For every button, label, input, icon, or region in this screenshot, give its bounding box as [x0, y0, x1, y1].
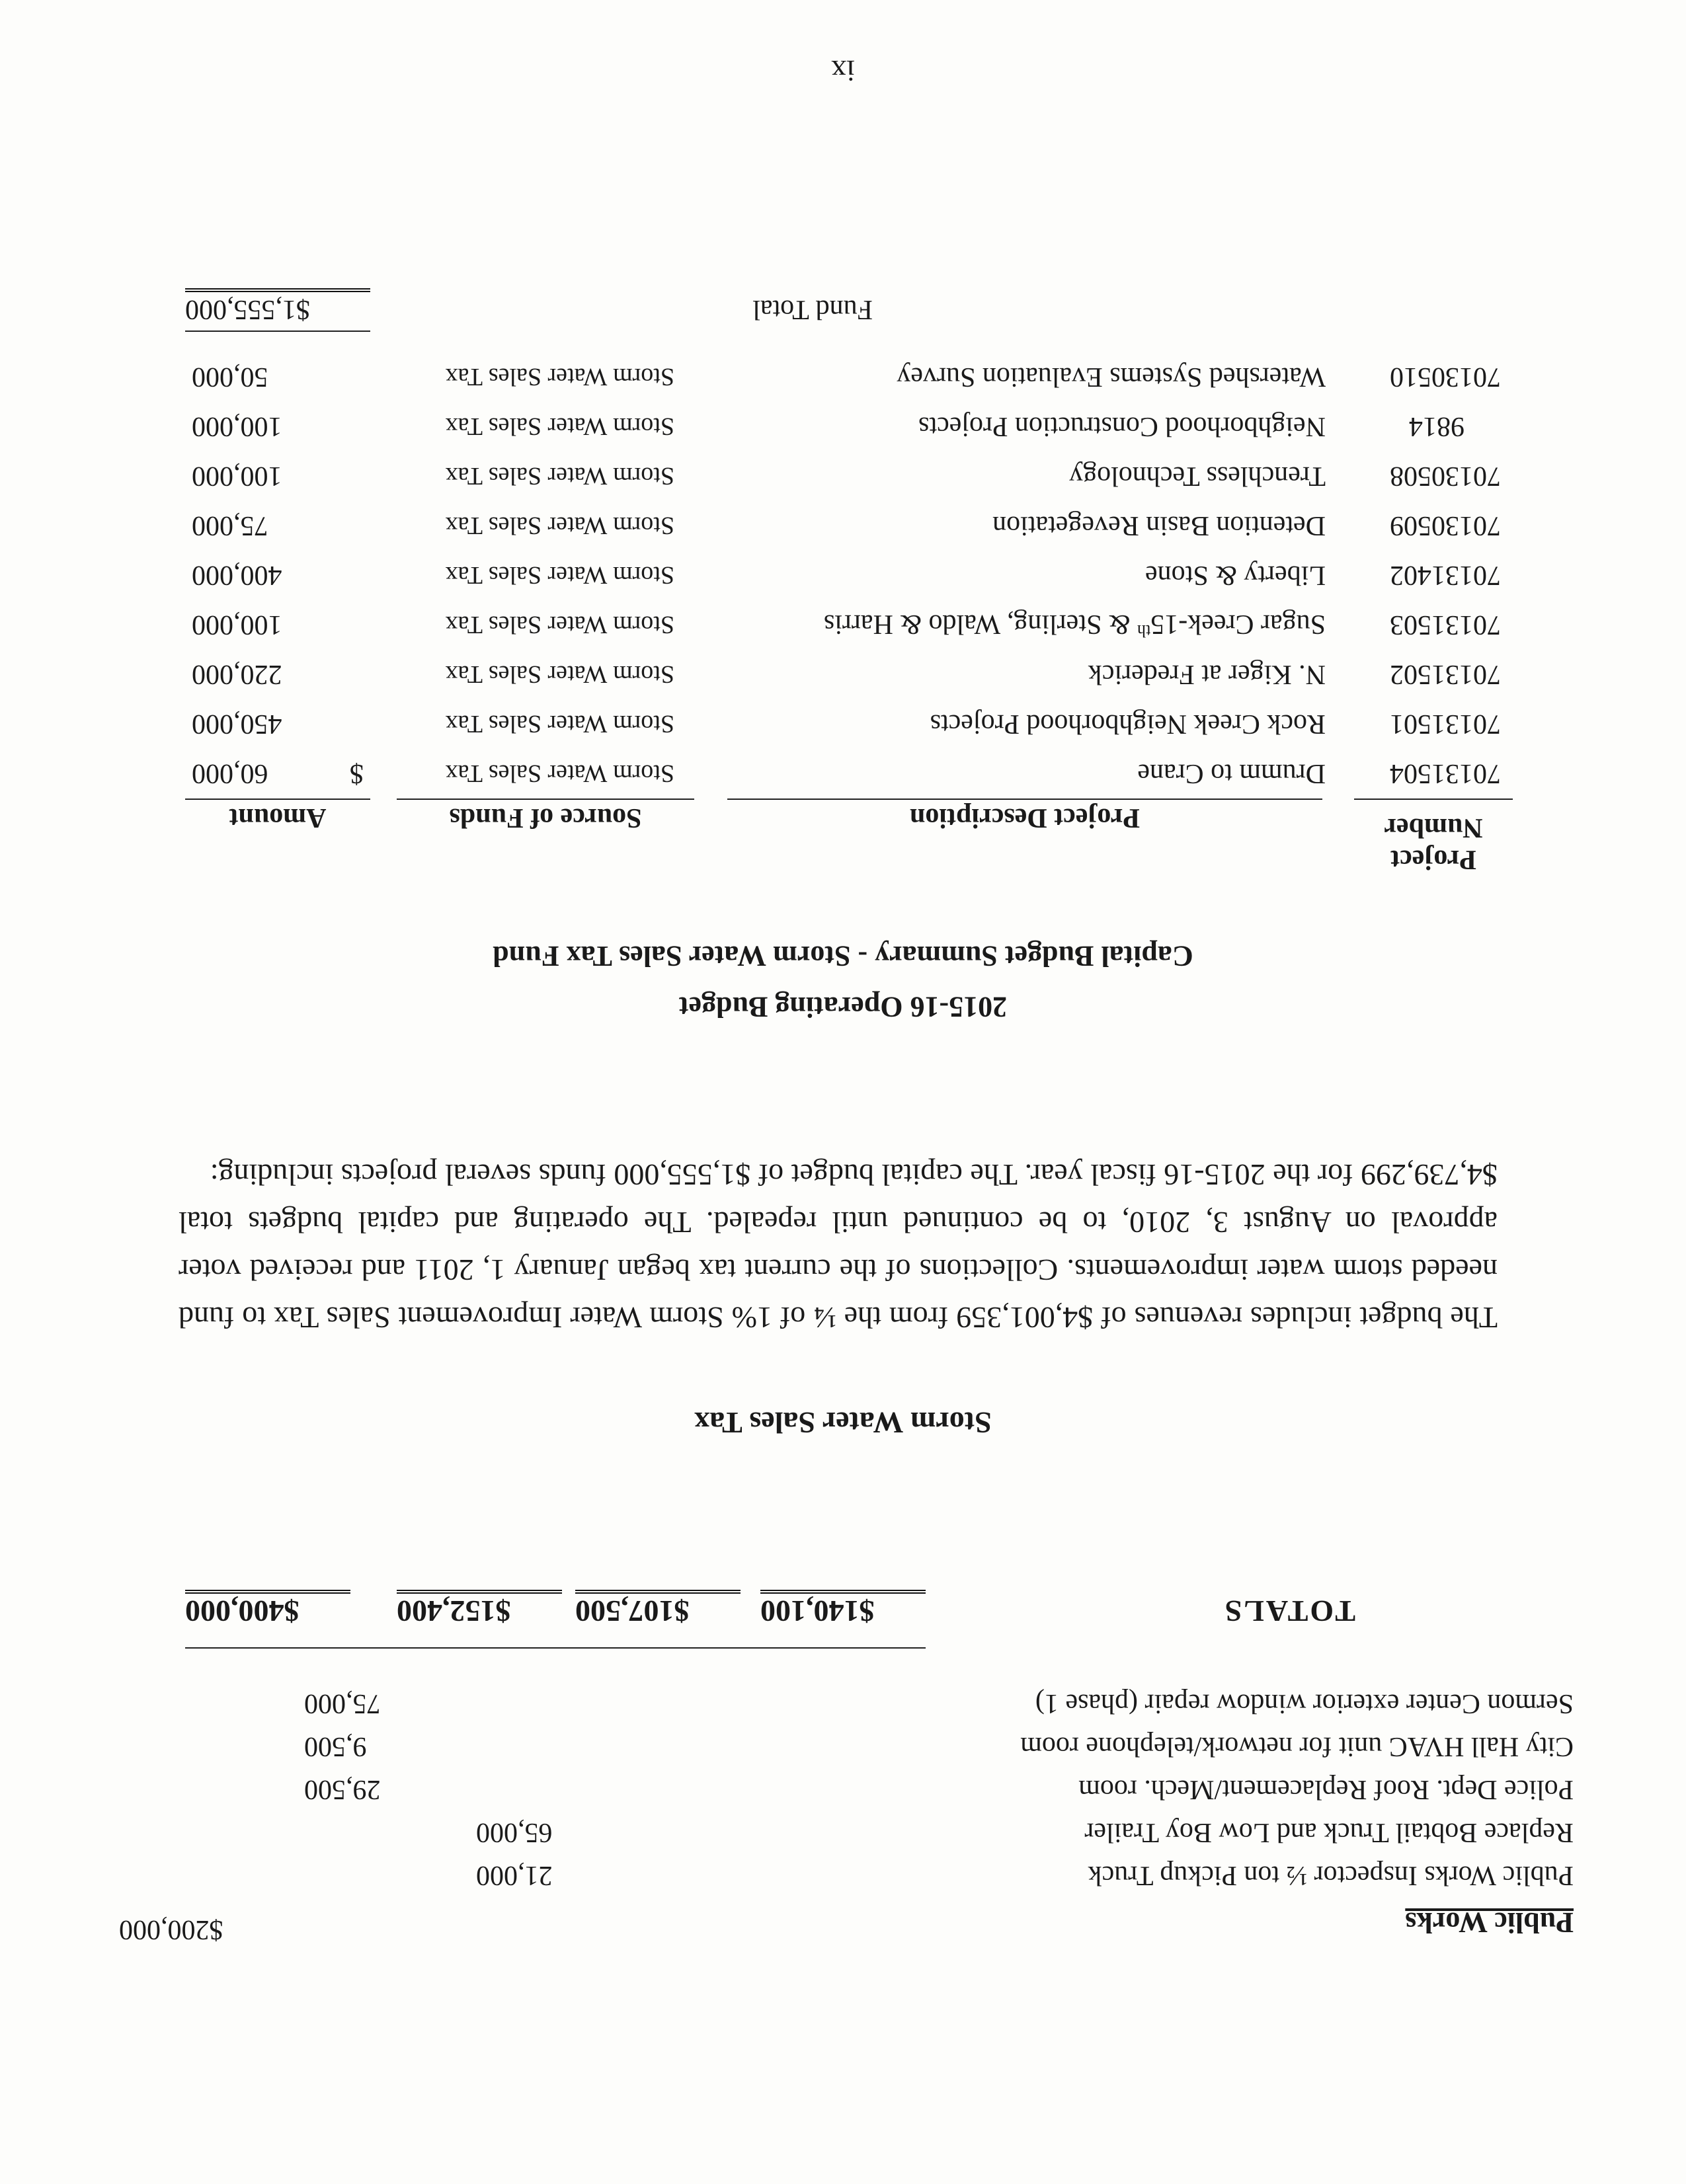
- public-works-section: [119, 1676, 1574, 1945]
- budget-subheading: Capital Budget Summary - Storm Water Sales Tax Fund: [493, 940, 1193, 972]
- project-number: 70131502: [1390, 659, 1501, 689]
- source-of-funds: Storm Water Sales Tax: [445, 412, 674, 440]
- totals-row: [0, 1589, 1686, 1629]
- currency-symbol: $: [350, 758, 364, 789]
- column-rule: [727, 799, 1322, 800]
- public-works-item-label: Public Works Inspector ½ ton Pickup Truck: [1088, 1860, 1574, 1891]
- table-row: [0, 750, 1686, 789]
- project-amount: 100,000: [192, 411, 282, 442]
- source-of-funds: Storm Water Sales Tax: [445, 462, 674, 490]
- project-description: Trenchless Technology: [1069, 461, 1326, 491]
- project-description-part: Sugar Creek-15: [1150, 609, 1326, 639]
- project-amount: 100,000: [192, 461, 282, 491]
- public-works-heading: Public Works: [1405, 1906, 1574, 1939]
- source-of-funds: Storm Water Sales Tax: [445, 512, 674, 539]
- fund-total-value: $1,555,000: [185, 288, 370, 325]
- public-works-amount: 65,000: [476, 1817, 553, 1848]
- public-works-item-label: City Hall HVAC unit for network/telephone room: [1020, 1731, 1574, 1762]
- column-header-source: Source of Funds: [449, 802, 642, 833]
- column-header-amount: Amount: [229, 802, 327, 833]
- column-rule: [1354, 799, 1513, 800]
- table-row: [0, 403, 1686, 442]
- public-works-amount: $200,000: [119, 1914, 223, 1945]
- public-works-item-label: Replace Bobtail Truck and Low Boy Trailer: [1084, 1817, 1574, 1848]
- source-of-funds: Storm Water Sales Tax: [445, 660, 674, 688]
- project-number: 70131501: [1390, 709, 1501, 739]
- column-rule: [185, 799, 370, 800]
- public-works-amount: 29,500: [304, 1774, 381, 1805]
- project-description-part: & Sterling, Waldo & Harris: [823, 609, 1137, 639]
- table-row: [0, 452, 1686, 492]
- fund-total-row: [0, 286, 1686, 325]
- totals-amount: $107,500: [575, 1590, 741, 1629]
- fund-total-rule: [185, 331, 370, 332]
- project-description: Neighborhood Construction Projects: [918, 411, 1326, 442]
- project-number: 70130510: [1390, 362, 1501, 392]
- column-header-project-number: [1354, 812, 1513, 875]
- storm-water-title: Storm Water Sales Tax: [694, 1406, 992, 1440]
- project-number: 70131503: [1390, 609, 1501, 640]
- page-number: ix: [831, 54, 855, 88]
- project-description: [824, 608, 1326, 641]
- public-works-item-label: Sermon Center exterior window repair (phase 1): [1035, 1688, 1574, 1719]
- source-of-funds: Storm Water Sales Tax: [445, 760, 674, 787]
- project-number: 70131504: [1390, 758, 1501, 789]
- table-row: [0, 502, 1686, 541]
- table-row: [0, 353, 1686, 393]
- storm-water-paragraph: The budget includes revenues of $4,001,359 from the ¼ of 1% Storm Water Improvement Sales Tax to fund needed storm water improvements. Collections of the current tax began January 1, 2011 and received voter approval on August 3, 2010, to be continued until repealed. The operating and capital budgets total $4,739,299 for the 2015-16 fiscal year. The capital budget of $1,555,000 funds several projects including:: [179, 1158, 1498, 1335]
- project-amount: 100,000: [192, 609, 282, 640]
- column-header-description: Project Description: [910, 802, 1140, 833]
- project-description: Drumm to Crane: [1137, 758, 1326, 789]
- project-description: N. Kiger at Frederick: [1088, 659, 1326, 689]
- totals-amount: $152,400: [397, 1590, 562, 1629]
- source-of-funds: Storm Water Sales Tax: [445, 363, 674, 391]
- project-number: 9814: [1409, 411, 1465, 442]
- column-header-project-line1: Project: [1390, 844, 1476, 875]
- project-amount: 400,000: [192, 560, 282, 590]
- public-works-row: [119, 1676, 1574, 1719]
- public-works-row: [119, 1805, 1574, 1848]
- public-works-amount: 75,000: [304, 1688, 381, 1719]
- public-works-amount: 9,500: [304, 1731, 367, 1762]
- totals-divider: [185, 1647, 926, 1649]
- project-description-superscript: th: [1137, 621, 1151, 641]
- project-amount: 75,000: [192, 510, 268, 541]
- totals-label: TOTALS: [1223, 1594, 1355, 1628]
- table-row: [0, 650, 1686, 690]
- budget-heading: 2015-16 Operating Budget: [678, 991, 1008, 1023]
- source-of-funds: Storm Water Sales Tax: [445, 611, 674, 639]
- project-amount: 450,000: [192, 709, 282, 739]
- source-of-funds: Storm Water Sales Tax: [445, 561, 674, 589]
- table-row: [0, 551, 1686, 591]
- project-amount: 50,000: [192, 362, 268, 392]
- table-row: [0, 700, 1686, 740]
- project-description: Watershed Systems Evaluation Survey: [897, 362, 1326, 392]
- project-number: 70130508: [1390, 461, 1501, 491]
- project-number: 70131402: [1390, 560, 1501, 590]
- project-description: Detention Basin Revegetation: [992, 510, 1326, 541]
- public-works-row: [119, 1848, 1574, 1891]
- public-works-row: [119, 1762, 1574, 1805]
- totals-amount: $140,100: [760, 1590, 926, 1629]
- project-description: Rock Creek Neighborhood Projects: [930, 709, 1326, 739]
- project-description: Liberty & Stone: [1145, 560, 1326, 590]
- public-works-amount: 21,000: [476, 1860, 553, 1891]
- project-amount: 60,000: [192, 758, 268, 789]
- fund-total-label: Fund Total: [752, 294, 873, 325]
- source-of-funds: Storm Water Sales Tax: [445, 710, 674, 738]
- project-amount: 220,000: [192, 659, 282, 689]
- totals-amount: $400,000: [185, 1590, 350, 1629]
- column-rule: [397, 799, 694, 800]
- project-number: 70130509: [1390, 510, 1501, 541]
- public-works-row: [119, 1719, 1574, 1762]
- public-works-item-label: Police Dept. Roof Replacement/Mech. room: [1078, 1774, 1574, 1805]
- column-header-project-line2: Number: [1384, 812, 1483, 843]
- table-row: [0, 601, 1686, 641]
